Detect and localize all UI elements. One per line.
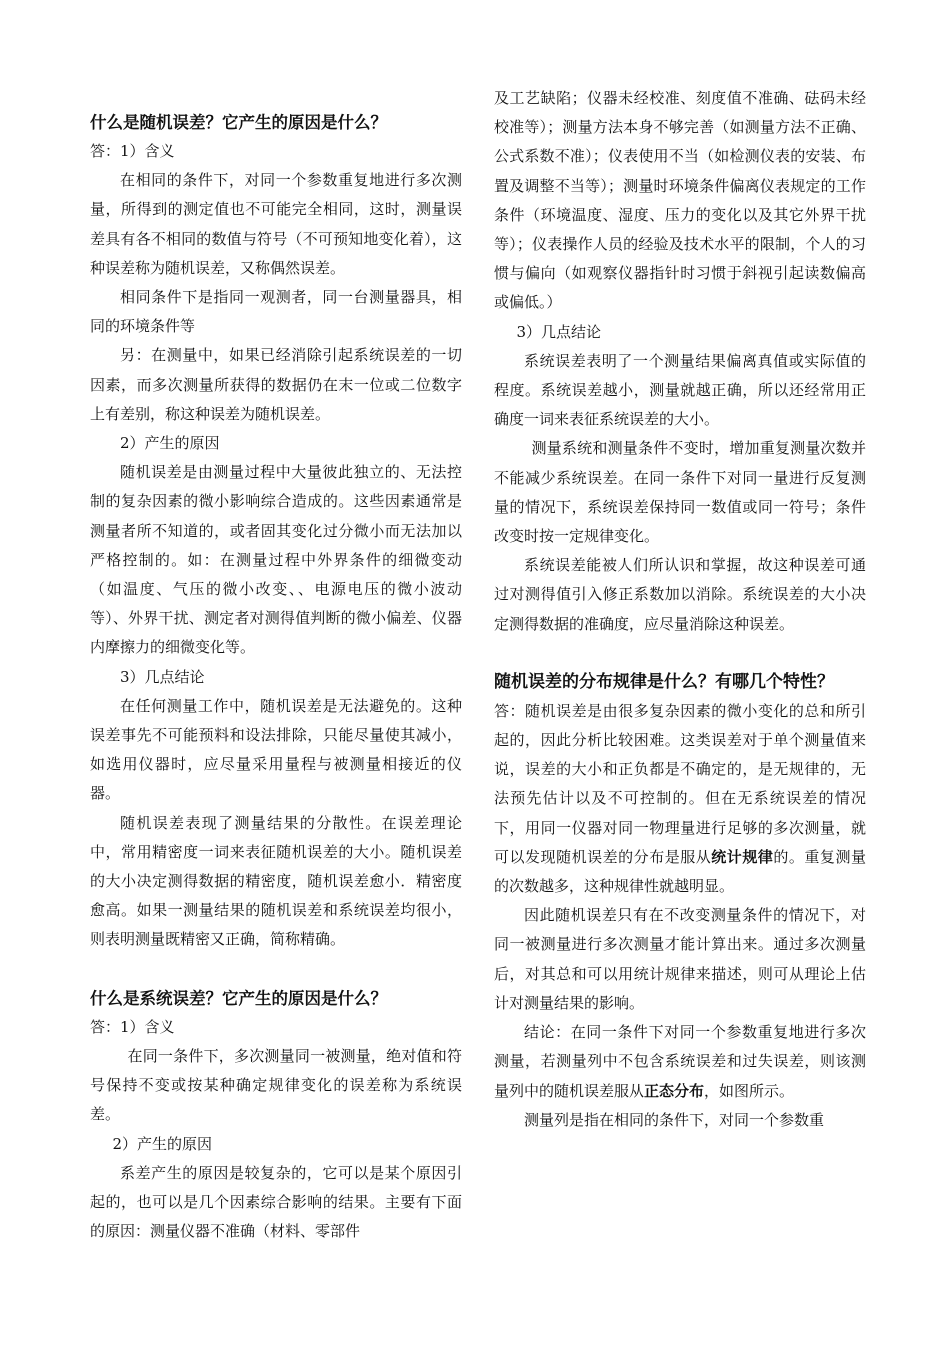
heading-distribution: 随机误差的分布规律是什么？有哪几个特性？ [494, 671, 834, 692]
paragraph [494, 1018, 866, 1106]
text-span: ，如图所示。 [704, 1081, 795, 1100]
text-span: 结论：在同一条件下对同一个参数重复地进行多次测量，若测量列中不包含系统误差和过失误差，则该测量列中的随机误差服从 [494, 1023, 866, 1100]
subheading-conclusion: 3）几点结论 [120, 667, 205, 686]
answer-meaning-label: 答：1）含义 [90, 142, 175, 160]
paragraph: 系统误差能被人们所认识和掌握，故这种误差可通过对测得值引入修正系数加以消除。系统误差的大小决定测得数据的准确度，应尽量消除这种误差。 [494, 556, 866, 633]
paragraph [494, 697, 866, 901]
paragraph-continued: 及工艺缺陷；仪器未经校准、刻度值不准确、砝码未经校准等）；测量方法本身不够完善（如测量方法不正确、公式系数不准）；仪表使用不当（如检测仪表的安装、布置及调整不当等）；测量时环境条件偏离仪表规定的工作条件（环境温度、湿度、压力的变化以及其它外界干扰等）；仪表操作人员的经验及技术水平的限制，个人的习惯与偏向（如观察仪器指针时习惯于斜视引起读数偏高或偏低。） [494, 89, 866, 312]
bold-term-statistical-law: 统计规律 [711, 847, 774, 866]
paragraph: 随机误差表现了测量结果的分散性。在误差理论中，常用精密度一词来表征随机误差的大小。随机误差的大小决定测得数据的精密度，随机误差愈小．精密度愈高。如果一测量结果的随机误差和系统误差均很小，则表明测量既精密又正确，简称精确。 [90, 813, 462, 949]
paragraph: 随机误差是由测量过程中大量彼此独立的、无法控制的复杂因素的微小影响综合造成的。这些因素通常是测量者所不知道的，或者固其变化过分微小而无法加以严格控制的。如：在测量过程中外界条件的细微变动（如温度、气压的微小改变、、电源电压的微小波动等）、外界干扰、测定者对测得值判断的微小偏差、仪器内摩擦力的细微变化等。 [90, 463, 462, 657]
text-span: 的。重复测量的次数越多，这种规律性就越明显。 [494, 847, 866, 896]
paragraph: 因此随机误差只有在不改变测量条件的情况下，对同一被测量进行多次测量才能计算出来。通过多次测量后，对其总和可以用统计规律来描述，则可从理论上估计对测量结果的影响。 [494, 906, 866, 1012]
paragraph: 另：在测量中，如果已经消除引起系统误差的一切因素，而多次测量所获得的数据仍在末一位或二位数字上有差别，称这种误差为随机误差。 [90, 346, 462, 423]
bold-term-normal-distribution: 正态分布 [644, 1081, 705, 1100]
heading-random-error: 什么是随机误差？它产生的原因是什么？ [90, 113, 387, 132]
heading-systematic-error: 什么是系统误差？它产生的原因是什么？ [90, 988, 387, 1008]
left-column [90, 84, 462, 1246]
answer-meaning-label: 答：1）含义 [90, 1017, 175, 1036]
paragraph: 在任何测量工作中，随机误差是无法避免的。这种误差事先不可能预料和设法排除，只能尽量使其减小，如选用仪器时，应尽量采用量程与被测量相接近的仪器。 [90, 696, 462, 803]
right-column [494, 84, 866, 1135]
subheading-cause: 2）产生的原因 [112, 1134, 213, 1153]
paragraph: 测量系统和测量条件不变时，增加重复测量次数并不能减少系统误差。在同一条件下对同一量进行反复测量的情况下，系统误差保持同一数值或同一符号；条件改变时按一定规律变化。 [494, 439, 866, 546]
paragraph: 系统误差表明了一个测量结果偏离真值或实际值的程度。系统误差越小，测量就越正确，所以还经常用正确度一词来表征系统误差的大小。 [494, 351, 866, 429]
paragraph: 系差产生的原因是较复杂的，它可以是某个原因引起的，也可以是几个因素综合影响的结果。主要有下面的原因：测量仪器不准确（材料、零部件 [90, 1163, 462, 1241]
text-span: 答：随机误差是由很多复杂因素的微小变化的总和所引起的，因此分析比较困难。这类误差对于单个测量值来说，误差的大小和正负都是不确定的，是无规律的，无法预先估计以及不可控制的。但在无系统误差的情况下，用同一仪器对同一物理量进行足够的多次测量，就可以发现随机误差的分布是服从 [494, 701, 866, 866]
paragraph: 在同一条件下，多次测量同一被测量，绝对值和符号保持不变或按某种确定规律变化的误差称为系统误差。 [90, 1046, 462, 1124]
paragraph: 测量列是指在相同的条件下，对同一个参数重 [524, 1110, 825, 1129]
paragraph: 相同条件下是指同一观测者，同一台测量器具，相同的环境条件等 [90, 288, 462, 336]
subheading-cause: 2）产生的原因 [120, 434, 220, 453]
paragraph: 在相同的条件下，对同一个参数重复地进行多次测量，所得到的测定值也不可能完全相同，这时，测量误差具有各不相同的数值与符号（不可预知地变化着），这种误差称为随机误差，又称偶然误差。 [90, 171, 462, 277]
subheading-conclusion: 3）几点结论 [516, 322, 602, 341]
